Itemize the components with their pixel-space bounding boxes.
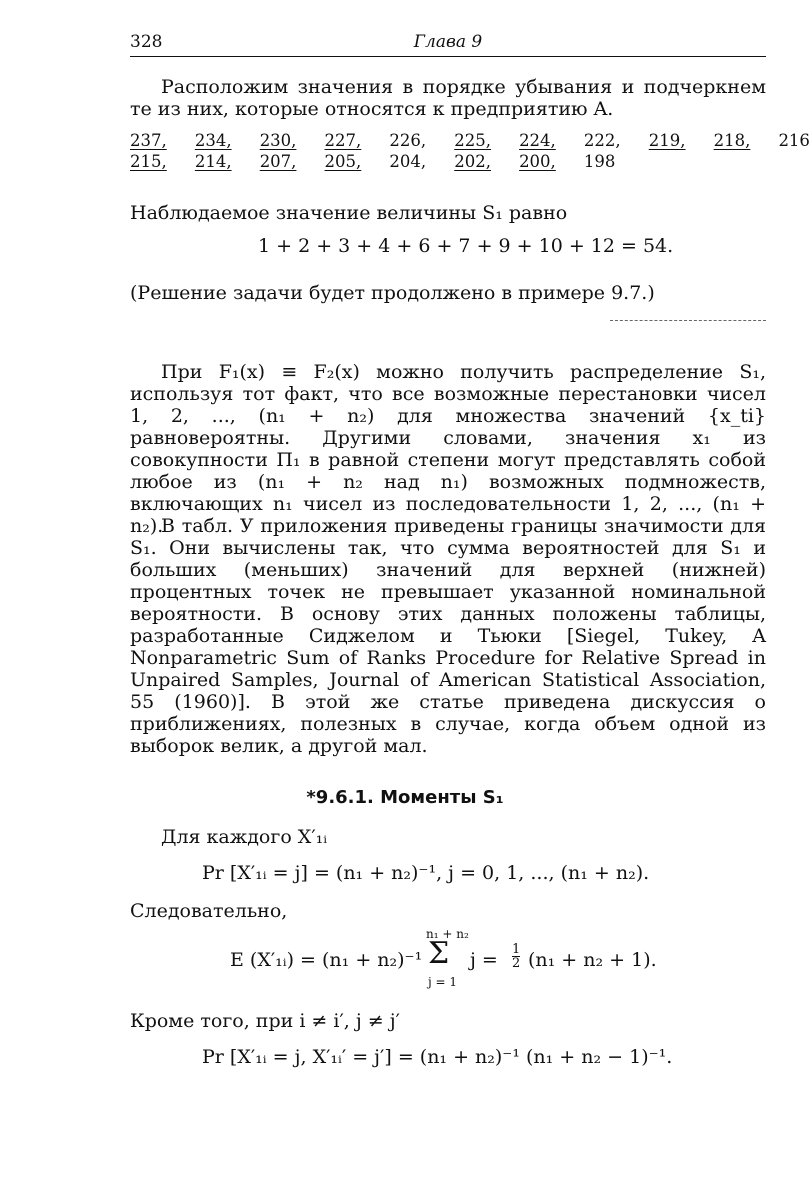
- for-each-text: Для каждого X′₁ᵢ: [161, 826, 328, 848]
- value-cell: 237,: [130, 131, 167, 150]
- ordered-values-table: [130, 131, 810, 173]
- values-row: [130, 152, 810, 173]
- expectation-lhs: E (X′₁ᵢ) = (n₁ + n₂)⁻¹: [230, 949, 423, 971]
- sum-lower-limit: j = 1: [428, 975, 458, 989]
- besides-text: Кроме того, при i ≠ i′, j ≠ j′: [130, 1010, 400, 1032]
- value-cell: 202,: [454, 152, 491, 171]
- fraction-numerator: 1: [512, 942, 521, 957]
- sum-sigma: Σ: [428, 936, 450, 971]
- value-cell: 230,: [259, 131, 297, 150]
- consequently-text: Следовательно,: [130, 900, 288, 922]
- value-cell: 214,: [194, 152, 232, 171]
- expectation-rhs: (n₁ + n₂ + 1).: [528, 949, 657, 971]
- value-cell: 219,: [648, 131, 686, 150]
- value-cell: 227,: [324, 131, 362, 150]
- observed-sum-equation: 1 + 2 + 3 + 4 + 6 + 7 + 9 + 10 + 12 = 54.: [258, 235, 674, 257]
- page-header: [130, 30, 766, 57]
- value-cell: 205,: [324, 152, 362, 171]
- value-cell: 225,: [454, 131, 491, 150]
- value-cell: 207,: [259, 152, 297, 171]
- probability-equation-1: Pr [X′₁ᵢ = j] = (n₁ + n₂)⁻¹, j = 0, 1, ..., (n₁ + n₂).: [202, 862, 650, 884]
- probability-equation-2: Pr [X′₁ᵢ = j, X′₁ᵢ′ = j′] = (n₁ + n₂)⁻¹ (n₁ + n₂ − 1)⁻¹.: [202, 1046, 673, 1068]
- value-cell: 216: [778, 131, 810, 150]
- continuation-note: (Решение задачи будет продолжено в примере 9.7.): [130, 282, 655, 304]
- value-cell: 215,: [130, 152, 167, 171]
- section-heading: *9.6.1. Моменты S₁: [306, 787, 504, 808]
- value-cell: 224,: [519, 131, 556, 150]
- running-head: Глава 9: [413, 32, 483, 52]
- value-cell: 222,: [583, 131, 621, 150]
- value-cell: 234,: [194, 131, 232, 150]
- value-cell: [714, 152, 779, 173]
- value-cell: 226,: [389, 131, 427, 150]
- values-row: [130, 131, 810, 152]
- one-half-fraction: [512, 943, 520, 970]
- value-cell: 200,: [519, 152, 556, 171]
- distribution-paragraph: При F₁(x) ≡ F₂(x) можно получить распределение S₁, используя тот факт, что все возможные перестановки чисел 1, 2, ..., (n₁ + n₂) для множества значений {x_ti} равновероятны. Другими словами, значения x₁ из совокупности Π₁ в равной степени могут представлять собой любое из (n₁ + n₂ над n₁) возможных подмножеств, включающих n₁ чисел из последовательности 1, 2, ..., (n₁ + n₂).: [130, 361, 766, 537]
- fraction-denominator: 2: [512, 956, 521, 971]
- value-cell: 198: [583, 152, 616, 171]
- sum-upper-limit: n₁ + n₂: [426, 927, 469, 941]
- significance-table-paragraph: В табл. У приложения приведены границы значимости для S₁. Они вычислены так, что сумма вероятностей для S₁ и больших (меньших) значений для верхней (нижней) процентных точек не превышает указанной номинальной вероятности. В основу этих данных положены таблицы, разработанные Сиджелом и Тьюки [Siegel, Tukey, A Nonparametric Sum of Ranks Procedure for Relative Spread in Unpaired Samples, Journal of American Statistical Association, 55 (1960)]. В этой же статье приведена дискуссия о приближениях, полезных в случае, когда объем одной из выборок велик, а другой мал.: [130, 515, 766, 757]
- expectation-equation: [230, 925, 670, 995]
- value-cell: [778, 152, 810, 173]
- intro-paragraph: Расположим значения в порядке убывания и подчеркнем те из них, которые относятся к предприятию A.: [130, 76, 766, 120]
- value-cell: [649, 152, 714, 173]
- observed-value-text: Наблюдаемое значение величины S₁ равно: [130, 202, 568, 224]
- section-divider: [610, 320, 766, 321]
- page-number: 328: [130, 32, 163, 52]
- value-cell: 204,: [389, 152, 427, 171]
- value-cell: 218,: [713, 131, 751, 150]
- sum-rhs-j: j =: [470, 949, 498, 971]
